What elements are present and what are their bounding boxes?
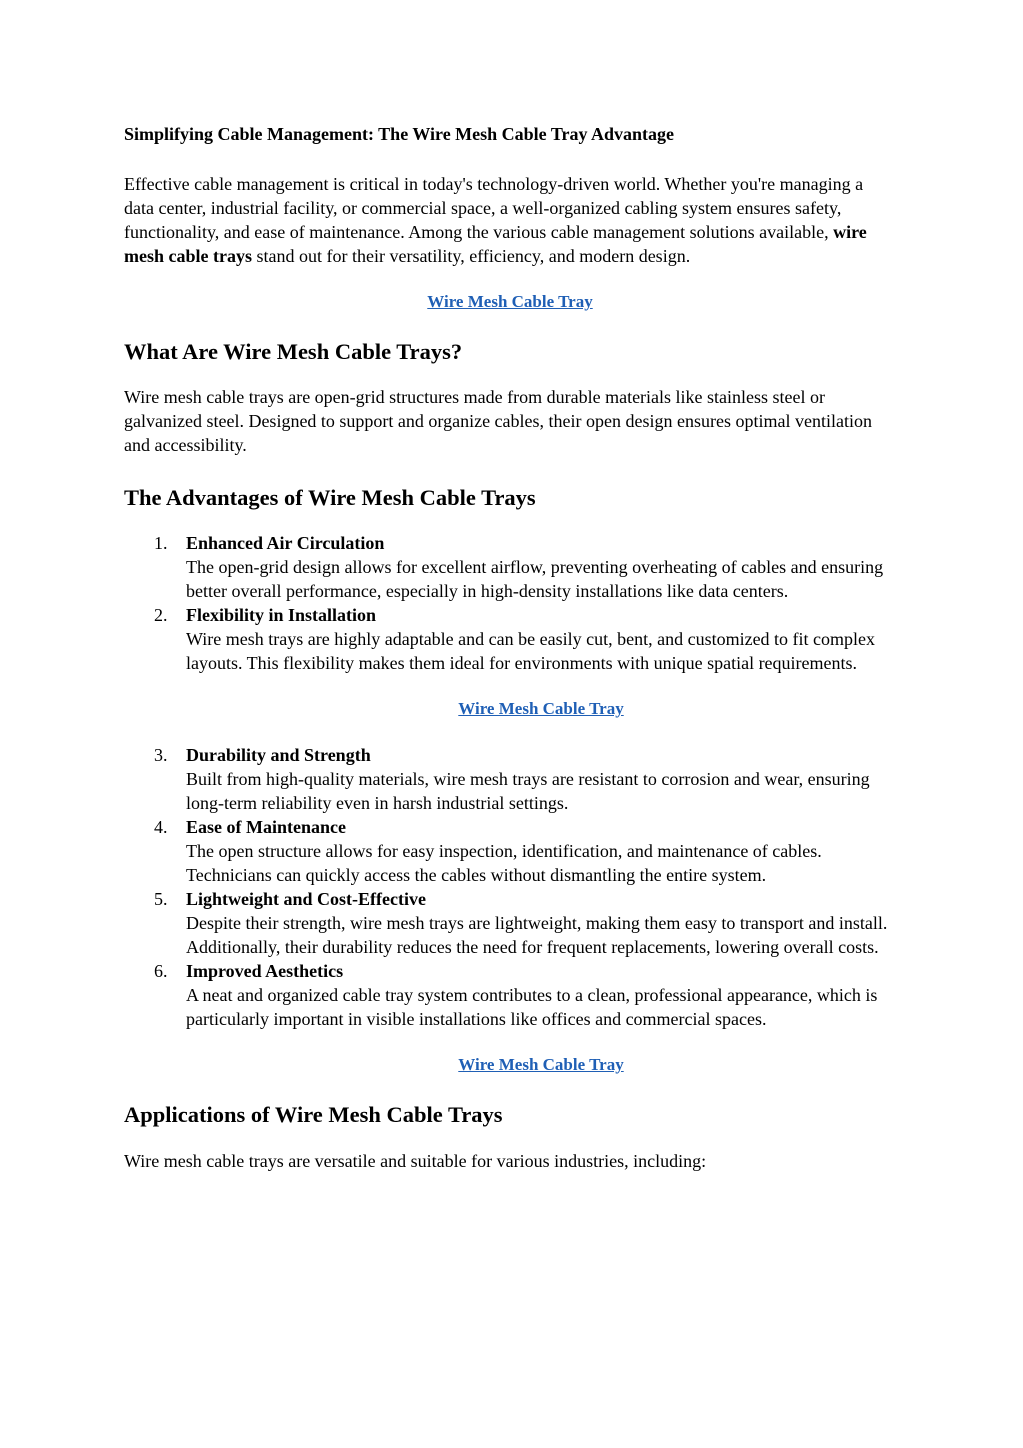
list-item-description: The open-grid design allows for excellent airflow, preventing overheating of cables and ensuring better overall performance, especially in high-density installations like data centers.: [186, 557, 884, 601]
list-item-label: Enhanced Air Circulation: [186, 533, 385, 553]
advantages-list-part-2: [124, 743, 896, 1031]
list-item-label: Durability and Strength: [186, 745, 371, 765]
list-item: [124, 531, 896, 603]
list-item-label: Flexibility in Installation: [186, 605, 377, 625]
link-row-3: [124, 1053, 896, 1077]
list-item-label: Improved Aesthetics: [186, 961, 344, 981]
section-heading-applications: Applications of Wire Mesh Cable Trays: [124, 1102, 503, 1127]
list-item-description: Despite their strength, wire mesh trays are lightweight, making them easy to transport and install. Additionally, their durability reduces the need for frequent replacements, lowering overall costs.: [186, 913, 888, 957]
list-item-number: 3.: [154, 745, 168, 765]
list-item-number: 5.: [154, 889, 168, 909]
link-row-2: [124, 697, 896, 721]
intro-paragraph: [124, 172, 896, 268]
document-title: Simplifying Cable Management: The Wire Mesh Cable Tray Advantage: [124, 124, 675, 144]
list-item: [124, 743, 896, 815]
list-item-description: The open structure allows for easy inspection, identification, and maintenance of cables. Technicians can quickly access the cables without dismantling the entire system.: [186, 841, 822, 885]
list-item-number: 1.: [154, 533, 168, 553]
list-item: [124, 815, 896, 887]
wire-mesh-cable-tray-link[interactable]: Wire Mesh Cable Tray: [427, 292, 593, 311]
list-item: [124, 603, 896, 675]
link-row-1: [124, 290, 896, 314]
list-item: [124, 887, 896, 959]
document-page: [124, 122, 896, 1173]
list-item-label: Ease of Maintenance: [186, 817, 346, 837]
list-item: [124, 959, 896, 1031]
section-applications-paragraph: Wire mesh cable trays are versatile and suitable for various industries, including:: [124, 1151, 707, 1171]
section-heading-what-are: What Are Wire Mesh Cable Trays?: [124, 339, 463, 364]
list-item-description: Built from high-quality materials, wire mesh trays are resistant to corrosion and wear, ensuring long-term reliability even in harsh industrial settings.: [186, 769, 870, 813]
list-item-description: A neat and organized cable tray system contributes to a clean, professional appearance, which is particularly important in visible installations like offices and commercial spaces.: [186, 985, 878, 1029]
intro-text-end: stand out for their versatility, efficiency, and modern design.: [251, 246, 691, 266]
wire-mesh-cable-tray-link[interactable]: Wire Mesh Cable Tray: [458, 699, 624, 718]
section-heading-advantages: The Advantages of Wire Mesh Cable Trays: [124, 485, 536, 510]
list-item-label: Lightweight and Cost-Effective: [186, 889, 426, 909]
advantages-list-part-1: [124, 531, 896, 675]
wire-mesh-cable-tray-link[interactable]: Wire Mesh Cable Tray: [458, 1055, 624, 1074]
list-item-number: 4.: [154, 817, 168, 837]
list-item-number: 2.: [154, 605, 168, 625]
section-what-are-paragraph: Wire mesh cable trays are open-grid structures made from durable materials like stainless steel or galvanized steel. Designed to support and organize cables, their open design ensures optimal ventilation and accessibility.: [124, 387, 872, 455]
list-item-description: Wire mesh trays are highly adaptable and can be easily cut, bent, and customized to fit complex layouts. This flexibility makes them ideal for environments with unique spatial requirements.: [186, 629, 876, 673]
intro-text-start: Effective cable management is critical in today's technology-driven world. Whether you're managing a data center, industrial facility, or commercial space, a well-organized cabling system ensures safety, functionality, and ease of maintenance. Among the various cable management solutions available,: [124, 174, 864, 242]
list-item-number: 6.: [154, 961, 168, 981]
intro-bold-term: wire mesh cable trays: [124, 222, 867, 266]
